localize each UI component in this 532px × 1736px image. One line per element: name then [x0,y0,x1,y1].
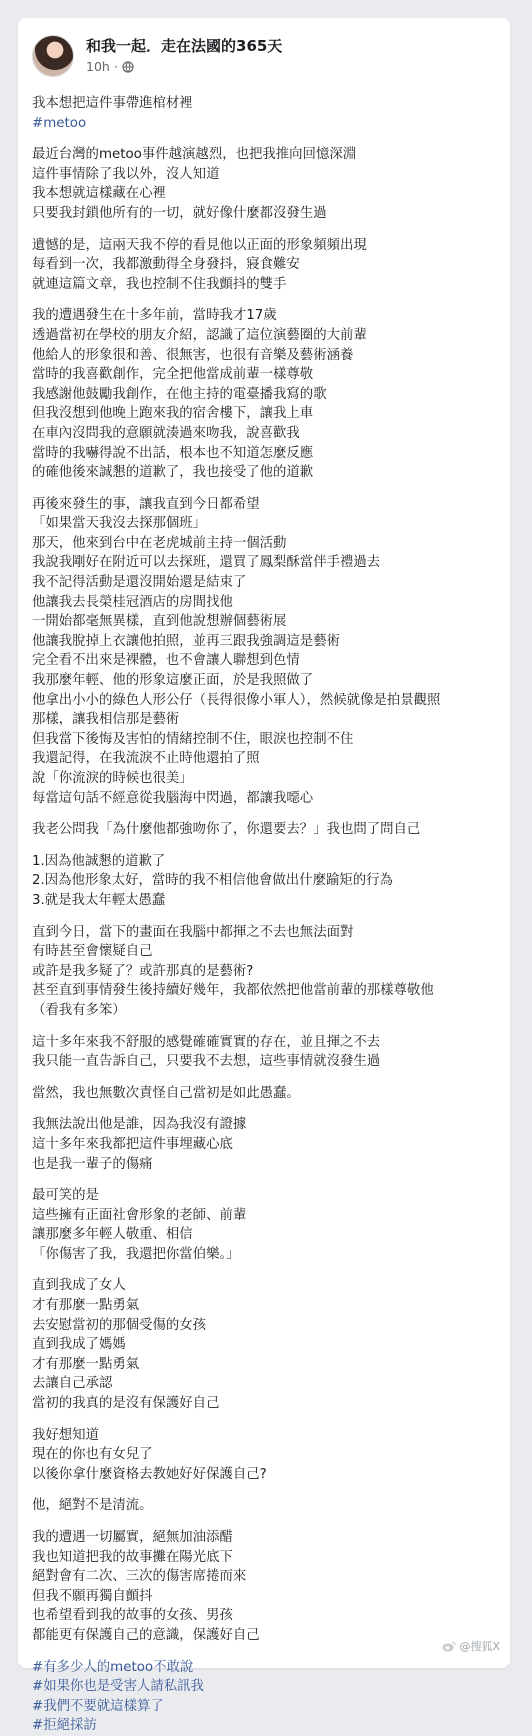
post-paragraph [32,1033,496,1072]
post-text-line: 當時的我嚇得說不出話，根本也不知道怎麼反應 [32,445,314,461]
post-paragraph [32,1084,496,1104]
post-text-line: 但我沒想到他晚上跑來我的宿舍樓下，讓我上車 [32,406,314,422]
post-text-line: 一開始都毫無異樣，直到他說想辦個藝術展 [32,614,287,630]
post-text-line: 最近台灣的metoo事件越演越烈，也把我推向回憶深淵 [32,147,357,163]
post-paragraph [32,923,496,1021]
post-paragraph [32,495,496,809]
post-text-line: 那天，他來到台中在老虎城前主持一個活動 [32,535,287,551]
post-text-line: 每看到一次，我都激動得全身發抖，寢食難安 [32,257,300,273]
post-text-line: 他讓我脫掉上衣讓他拍照，並再三跟我強調這是藝術 [32,633,340,649]
post-header-text [86,36,282,76]
post-paragraph [32,1528,496,1646]
post-text-line: 我本想把這件事帶進棺材裡 [32,96,193,111]
post-paragraph [32,1426,496,1485]
post-text-line: 完全看不出來是裸體，也不會讓人聯想到色情 [32,653,300,669]
post-text-line: 都能更有保護自己的意識，保護好自己 [32,1627,260,1643]
post-paragraph [32,1186,496,1264]
post-paragraph [32,306,496,482]
post-text-line: 去安慰當初的那個受傷的女孩 [32,1317,207,1333]
globe-icon [122,61,134,73]
post-text-line: 我無法說出他是誰，因為我沒有證據 [32,1117,247,1133]
post-text-line: 我的遭遇發生在十多年前，當時我才17歲 [32,308,277,324]
post-meta [86,58,282,76]
post-text-line: 當時的我喜歡創作，完全把他當成前輩一樣尊敬 [32,367,314,383]
post-text-line: 但我當下後悔及害怕的情緒控制不住，眼淚也控制不住 [32,731,354,747]
post-text-line: 我老公問我「為什麼他都強吻你了，你還要去？」我也問了問自己 [32,822,421,838]
post-text-line: 3.就是我太年輕太愚蠢 [32,892,166,908]
post-text-line: 甚至直到事情發生後持續好幾年，我都依然把他當前輩的那樣尊敬他 [32,983,434,999]
post-text-line: 直到今日，當下的畫面在我腦中都揮之不去也無法面對 [32,924,354,940]
post-text-line: 才有那麼一點勇氣 [32,1356,140,1372]
post-body [32,94,496,1736]
post-text-line: 我不記得活動是還沒開始還是結束了 [32,575,247,591]
post-text-line: 讓那麼多年輕人敬重、相信 [32,1227,193,1243]
post-text-line: 2.因為他形象太好，當時的我不相信他會做出什麼踰矩的行為 [32,873,393,889]
post-text-line: 我說我剛好在附近可以去探班，還買了鳳梨酥當伴手禮過去 [32,555,381,571]
post-text-line: 「你傷害了我，我還把你當伯樂。」 [32,1246,240,1262]
post-text-line: 最可笑的是 [32,1188,99,1204]
post-text-line: 我好想知道 [32,1427,99,1443]
post-text-line: 我也知道把我的故事攤在陽光底下 [32,1549,233,1565]
hashtag-link[interactable]: #拒絕採訪 [32,1718,97,1734]
author-name[interactable]: 和我一起．走在法國的365天 [86,37,283,55]
hashtag-list [32,1658,496,1736]
post-paragraph [32,94,496,133]
post-card [18,18,510,1734]
post-paragraph [32,1115,496,1174]
post-text-line: 絕對會有二次、三次的傷害席捲而來 [32,1569,247,1585]
avatar[interactable] [32,35,74,77]
post-text-line: 透過當初在學校的朋友介紹，認識了這位演藝圈的大前輩 [32,327,367,343]
post-text-line: 他給人的形象很和善、很無害，也很有音樂及藝術涵養 [32,347,354,363]
post-text-line: 這件事情除了我以外，沒人知道 [32,166,220,182]
weibo-logo-icon [442,1641,456,1652]
hashtag-link[interactable]: #有多少人的metoo不敢說 [32,1659,194,1675]
post-text-line: 在車內沒問我的意願就湊過來吻我，說喜歡我 [32,425,300,441]
post-text-line: 他拿出小小的綠色人形公仔（長得很像小軍人），然候就像是拍景觀照 [32,692,441,708]
watermark [442,1638,500,1654]
post-text-line: 也是我一輩子的傷痛 [32,1156,153,1172]
post-text-line: 我的遭遇一切屬實，絕無加油添醋 [32,1530,233,1545]
post-text-line: 我感謝他鼓勵我創作，在他主持的電臺播我寫的歌 [32,386,327,402]
post-text-line: 的確他後來誠懇的道歉了，我也接受了他的道歉 [32,465,314,481]
post-text-line: 就連這篇文章，我也控制不住我顫抖的雙手 [32,276,287,292]
post-text-line: 這十多年來我都把這件事埋藏心底 [32,1136,233,1152]
post-text-line: 每當這句話不經意從我腦海中閃過，都讓我噁心 [32,790,314,806]
post-text-line: 1.因為他誠懇的道歉了 [32,853,166,869]
post-text-line: 遺憾的是，這兩天我不停的看見他以正面的形象頻頻出現 [32,237,367,253]
post-text-line: 再後來發生的事，讓我直到今日都希望 [32,496,260,512]
post-time[interactable]: 10h [86,59,110,74]
post-text-line: 或許是我多疑了？或許那真的是藝術? [32,963,254,979]
post-text-line: 當初的我真的是沒有保護好自己 [32,1396,220,1412]
post-paragraph [32,1496,496,1516]
post-text-line: 他，絕對不是清流。 [32,1498,153,1514]
post-text-line: 只要我封鎖他所有的一切，就好像什麼都沒發生過 [32,205,327,221]
post-text-line: 現在的你也有女兒了 [32,1447,153,1463]
meta-separator: · [113,59,118,74]
post-text-line: 說「你流淚的時候也很美」 [32,771,193,786]
post-text-line: 當然，我也無數次責怪自己當初是如此愚蠢。 [32,1085,300,1101]
post-text-line: 這十多年來我不舒服的感覺確確實實的存在，並且揮之不去 [32,1034,381,1050]
hashtag-link[interactable]: #如果你也是受害人請私訊我 [32,1679,204,1695]
post-paragraph [32,820,496,840]
post-header [32,32,496,80]
post-text-line: 我只能一直告訴自己，只要我不去想，這些事情就沒發生過 [32,1054,381,1070]
post-text-line: 我本想就這樣藏在心裡 [32,186,166,202]
post-text-line: 才有那麼一點勇氣 [32,1298,140,1314]
hashtag-link[interactable]: #metoo [32,115,87,131]
post-text-line: 「如果當天我沒去探那個班」 [32,516,207,532]
post-text-line: 直到我成了媽媽 [32,1337,126,1353]
post-text-line: 他讓我去長榮桂冠酒店的房間找他 [32,594,233,610]
post-text-line: （看我有多笨） [32,1002,126,1018]
post-text-line: 直到我成了女人 [32,1278,126,1294]
post-text-line: 以後你拿什麼資格去教她好好保護自己? [32,1466,267,1482]
post-paragraph [32,852,496,911]
post-paragraph [32,1276,496,1413]
post-text-line: 也希望看到我的故事的女孩、男孩 [32,1608,233,1624]
watermark-text: @搜狐X [459,1640,500,1653]
post-paragraph [32,236,496,295]
post-paragraph [32,145,496,223]
post-text-line: 我那麼年輕、他的形象這麼正面，於是我照做了 [32,673,314,689]
post-text-line: 但我不願再獨自顫抖 [32,1588,153,1604]
post-text-line: 我還記得，在我流淚不止時他還拍了照 [32,751,260,767]
post-text-line: 那樣，讓我相信那是藝術 [32,712,180,728]
post-text-line: 去讓自己承認 [32,1376,113,1392]
post-text-line: 有時甚至會懷疑自己 [32,944,153,960]
hashtag-link[interactable]: #我們不要就這樣算了 [32,1698,164,1714]
post-text-line: 這些擁有正面社會形象的老師、前輩 [32,1207,247,1223]
